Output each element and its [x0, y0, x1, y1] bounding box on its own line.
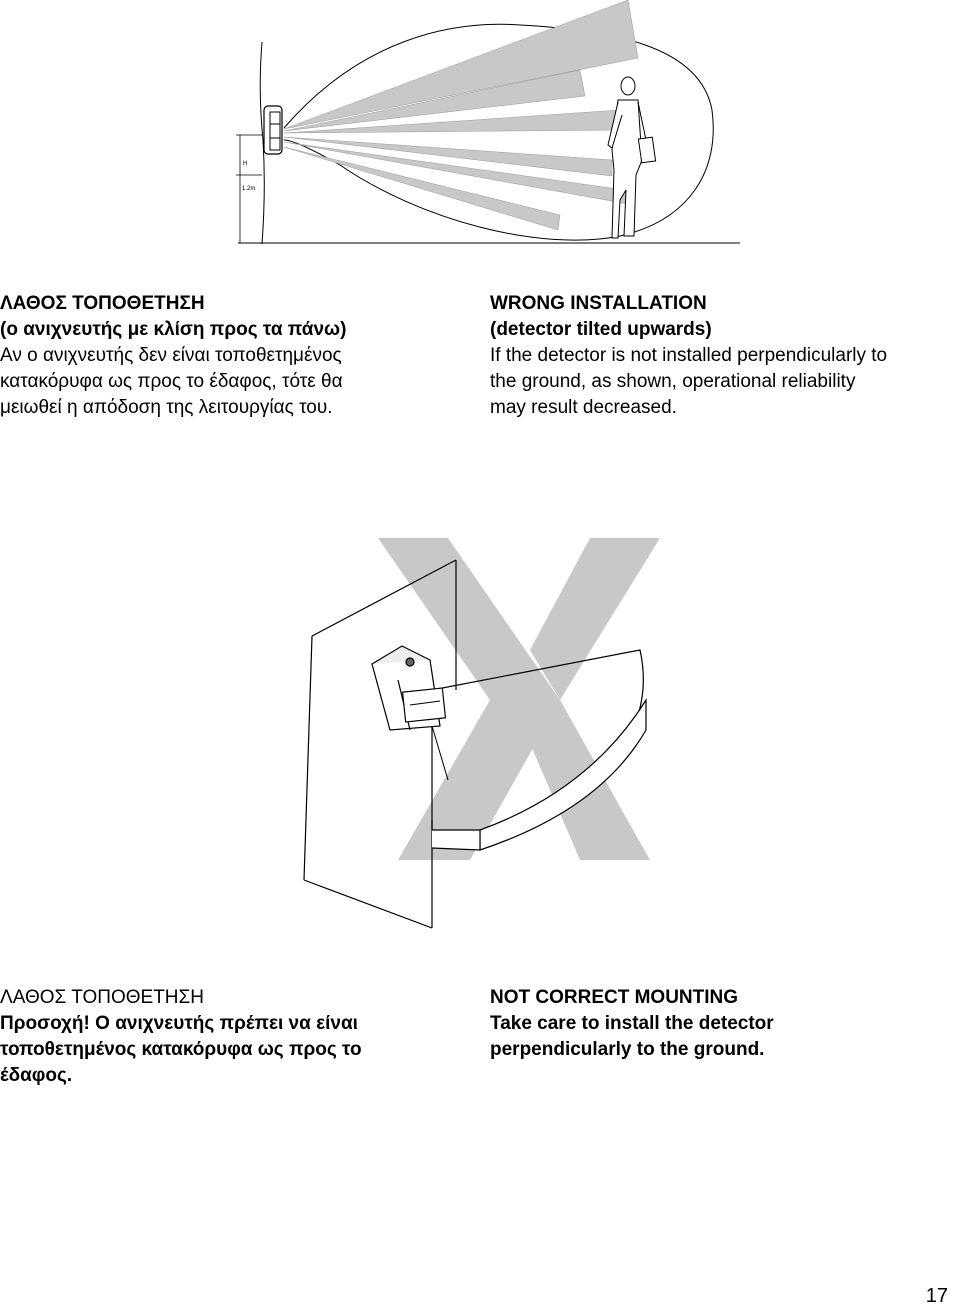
english-body-line: Take care to install the detector: [490, 1013, 774, 1034]
tilted-detector-side-view-figure: [220, 0, 740, 250]
greek-body-line: Προσοχή! Ο ανιχνευτής πρέπει να είναι: [0, 1013, 358, 1034]
greek-body-line: κατακόρυφα ως προς το έδαφος, τότε θα: [0, 371, 343, 392]
not-correct-english-text: [490, 985, 960, 1063]
english-body-line: the ground, as shown, operational reliability: [490, 371, 856, 392]
greek-body-line: τοποθετημένος κατακόρυφα ως προς το: [0, 1039, 362, 1060]
detector-stand: [432, 726, 448, 780]
greek-body-line: Αν ο ανιχνευτής δεν είναι τοποθετημένος: [0, 345, 342, 366]
english-body-line: perpendicularly to the ground.: [490, 1039, 765, 1060]
greek-title: ΛΑΘΟΣ ΤΟΠΟΘΕΤΗΣΗ: [0, 987, 204, 1008]
page-number: 17: [925, 1285, 948, 1307]
wrong-installation-english-text: [490, 291, 960, 421]
dimension-label-height: 1.2m: [242, 186, 256, 192]
english-body-line: If the detector is not installed perpendicularly to: [490, 345, 888, 366]
wrong-installation-greek-text: [0, 291, 440, 421]
dimension-label-h: H: [243, 161, 248, 167]
english-subtitle: (detector tilted upwards): [490, 319, 712, 340]
greek-body-line: έδαφος.: [0, 1065, 73, 1086]
english-title: WRONG INSTALLATION: [490, 293, 707, 314]
not-correct-greek-text: [0, 985, 460, 1089]
english-body-line: may result decreased.: [490, 397, 677, 418]
greek-body-line: μειωθεί η απόδοση της λειτουργίας του.: [0, 397, 333, 418]
greek-subtitle: (ο ανιχνευτής με κλίση προς τα πάνω): [0, 319, 347, 340]
detector-unit-tilted: [372, 646, 445, 730]
detector-unit: [264, 106, 282, 154]
walking-person: [608, 77, 656, 238]
detection-beams: [284, 0, 638, 230]
greek-title: ΛΑΘΟΣ ΤΟΠΟΘΕΤΗΣΗ: [0, 293, 205, 314]
not-correct-mounting-figure: [290, 530, 690, 950]
english-title: NOT CORRECT MOUNTING: [490, 987, 739, 1008]
